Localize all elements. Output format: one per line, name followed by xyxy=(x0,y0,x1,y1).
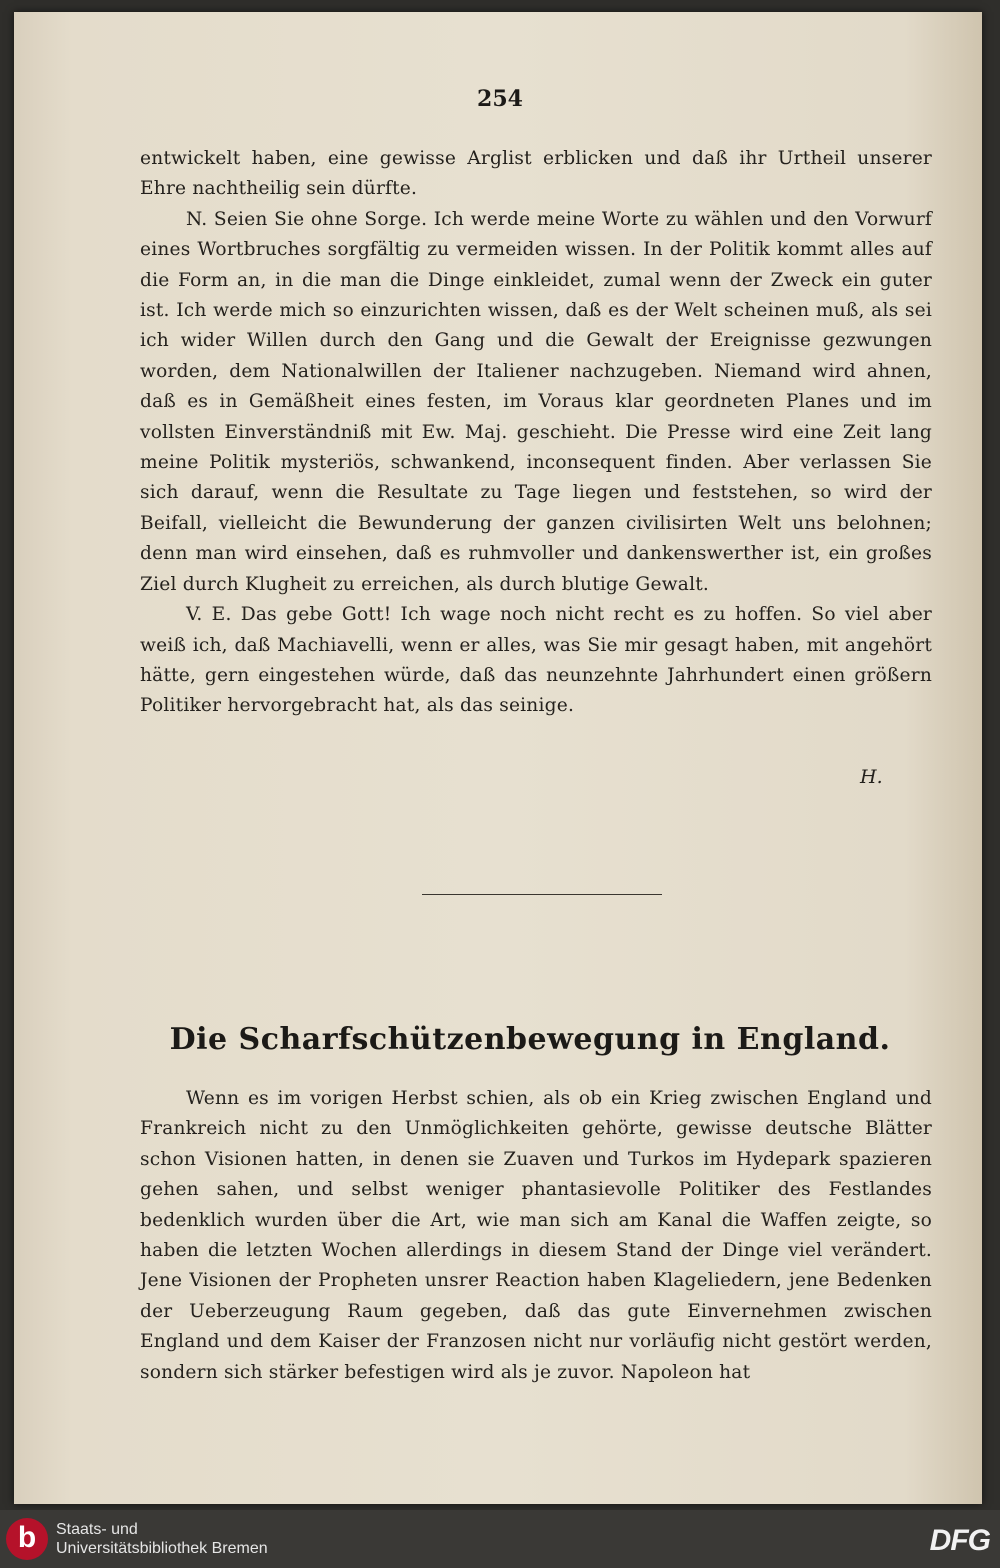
article-title: Die Scharfschützenbewegung in England. xyxy=(169,1022,891,1057)
page-number: 254 xyxy=(477,86,523,112)
text-block-article xyxy=(140,1084,932,1388)
paragraph: V. E. Das gebe Gott! Ich wage noch nicht recht es zu hoffen. So viel aber weiß ich, daß Machiavelli, wenn er alles, was Sie mir gesagt haben, mit angehört hätte, gern eingestehen würde, daß das neunzehnte Jahrhundert einen größern Politiker hervorgebracht hat, als das seinige. xyxy=(140,604,932,717)
library-name-line1: Staats- und xyxy=(56,1521,138,1538)
section-divider xyxy=(422,894,662,895)
library-logo-letter: b xyxy=(17,1520,37,1554)
library-logo-icon[interactable] xyxy=(6,1518,48,1560)
dfg-logo-icon[interactable]: DFG xyxy=(929,1524,990,1557)
author-signature: H. xyxy=(860,766,883,788)
paragraph: entwickelt haben, eine gewisse Arglist erblicken und daß ihr Urtheil unserer Ehre nachtheilig sein dürfte. xyxy=(140,148,932,200)
paragraph: Wenn es im vorigen Herbst schien, als ob ein Krieg zwischen England und Frankreich nicht zu den Unmöglichkeiten gehörte, gewisse deutsche Blätter schon Visionen hatten, in denen sie Zuaven und Turkos im Hydepark spazieren gehen sahen, und selbst weniger phantasievolle Politiker des Festlandes bedenklich wurden über die Art, wie man sich am Kanal die Waffen zeigte, so haben die letzten Wochen allerdings in diesem Stand der Dinge viel verändert. Jene Visionen der Propheten unsrer Reaction haben Klageliedern, jene Bedenken der Ueberzeugung Raum gegeben, daß das gute Einvernehmen zwischen England und dem Kaiser der Franzosen nicht nur vorläufig nicht gestört werden, sondern sich stärker befestigen wird als je zuvor. Napoleon hat xyxy=(140,1088,932,1383)
library-name[interactable] xyxy=(56,1520,268,1558)
paragraph: N. Seien Sie ohne Sorge. Ich werde meine Worte zu wählen und den Vorwurf eines Wortbruches sorgfältig zu vermeiden wissen. In der Politik kommt alles auf die Form an, in die man die Dinge einkleidet, zumal wenn der Zweck ein guter ist. Ich werde mich so einzurichten wissen, daß es der Welt scheinen muß, als sei ich wider Willen durch den Gang und die Gewalt der Ereignisse gezwungen worden, dem Nationalwillen der Italiener nachzugeben. Niemand wird ahnen, daß es in Gemäßheit eines festen, im Voraus klar geordneten Planes und im vollsten Einverständniß mit Ew. Maj. geschieht. Die Presse wird eine Zeit lang meine Politik mysteriös, schwankend, inconsequent finden. Aber verlassen Sie sich darauf, wenn die Resultate zu Tage liegen und feststehen, so wird der Beifall, vielleicht die Bewunderung der ganzen civilisirten Welt uns belohnen; denn man wird einsehen, daß es ruhmvoller und dankenswerther ist, ein großes Ziel durch Klugheit zu erreichen, als durch blutige Gewalt. xyxy=(140,208,932,595)
viewer-footer xyxy=(0,1510,1000,1568)
text-block-dialogue xyxy=(140,144,932,722)
library-name-line2: Universitätsbibliothek Bremen xyxy=(56,1540,268,1557)
